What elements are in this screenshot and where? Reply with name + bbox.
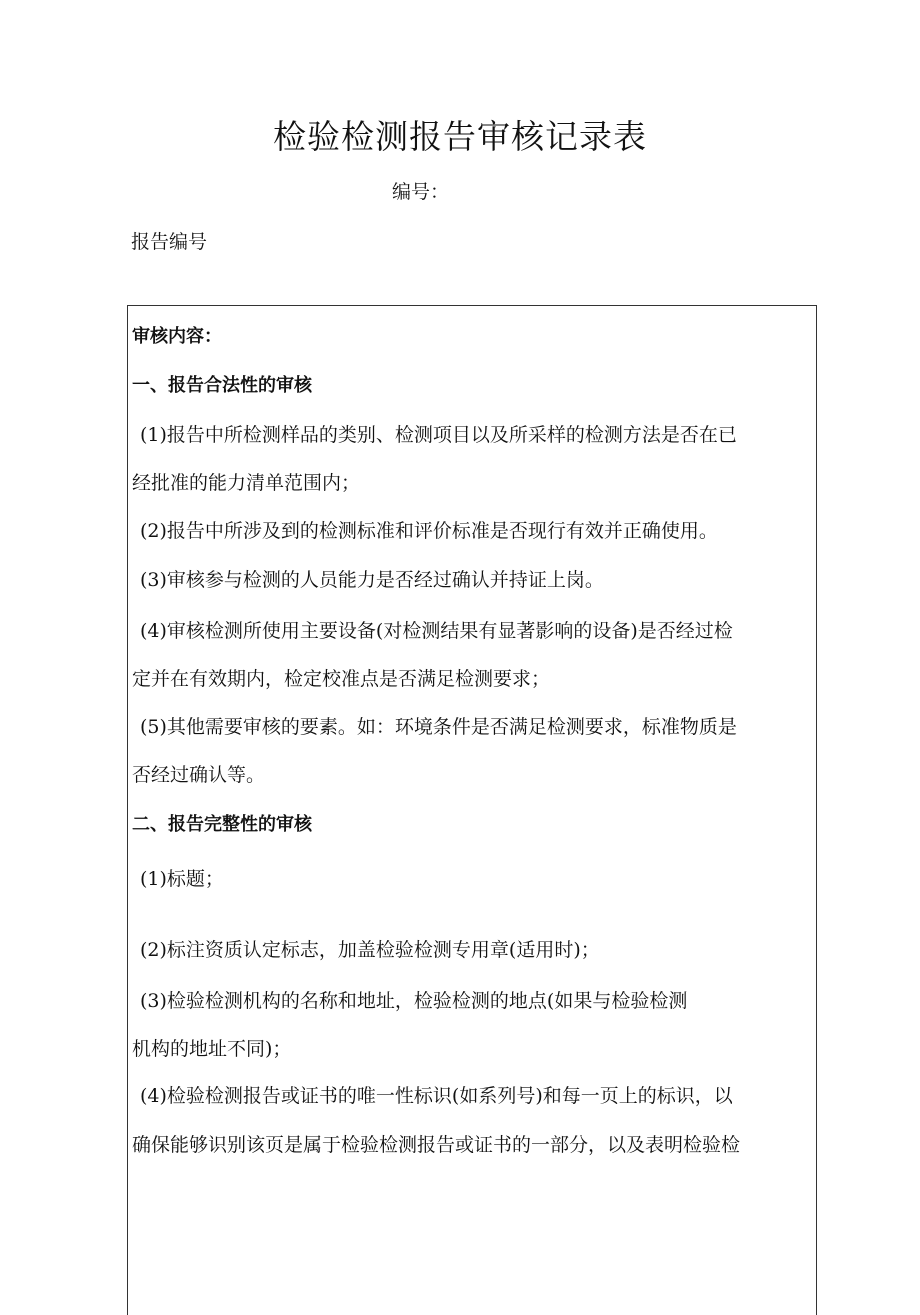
review-content-box bbox=[127, 305, 817, 1315]
section2-heading: 二、报告完整性的审核 bbox=[132, 814, 312, 835]
section1-item4-line2: 定并在有效期内，检定校准点是否满足检测要求； bbox=[132, 668, 551, 690]
section1-item1-line2: 经批准的能力清单范围内； bbox=[132, 472, 361, 494]
section1-item5-line2: 否经过确认等。 bbox=[132, 764, 266, 786]
section2-item4-line1: (4)检验检测报告或证书的唯一性标识(如系列号)和每一页上的标识，以 bbox=[140, 1085, 733, 1107]
section1-item3: (3)审核参与检测的人员能力是否经过确认并持证上岗。 bbox=[140, 569, 604, 591]
review-content-label: 审核内容： bbox=[132, 326, 222, 347]
section1-item1-line1: (1)报告中所检测样品的类别、检测项目以及所采样的检测方法是否在已 bbox=[140, 424, 737, 446]
section2-item1: (1)标题； bbox=[140, 868, 224, 890]
section2-item3-line2: 机构的地址不同)； bbox=[132, 1038, 292, 1060]
report-number-label: 报告编号 bbox=[131, 231, 208, 253]
section2-item4-line2: 确保能够识别该页是属于检验检测报告或证书的一部分，以及表明检验检 bbox=[132, 1134, 741, 1156]
section2-item3-line1: (3)检验检测机构的名称和地址，检验检测的地点(如果与检验检测 bbox=[140, 990, 688, 1012]
document-title: 检验检测报告审核记录表 bbox=[273, 117, 647, 156]
serial-number-label: 编号： bbox=[392, 181, 450, 203]
section1-heading: 一、报告合法性的审核 bbox=[132, 375, 312, 396]
section2-item2: (2)标注资质认定标志，加盖检验检测专用章(适用时)； bbox=[140, 939, 600, 961]
section1-item5-line1: (5)其他需要审核的要素。如：环境条件是否满足检测要求，标准物质是 bbox=[140, 716, 737, 738]
section1-item2: (2)报告中所涉及到的检测标准和评价标准是否现行有效并正确使用。 bbox=[140, 520, 718, 542]
section1-item4-line1: (4)审核检测所使用主要设备(对检测结果有显著影响的设备)是否经过检 bbox=[140, 620, 733, 642]
